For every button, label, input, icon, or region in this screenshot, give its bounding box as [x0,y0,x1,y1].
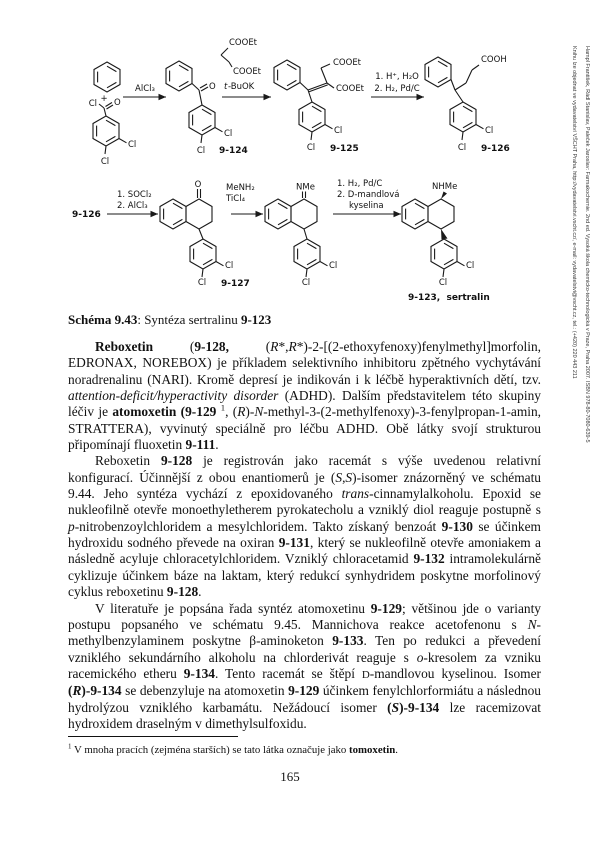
scheme-caption: Schéma 9.43: Syntéza sertralinu 9-123 [68,312,272,327]
wedge-bond [441,229,448,240]
chlorine-label: Cl [457,143,467,153]
reagent-mandelic-acid: kyselina [349,201,384,211]
dichlorophenyl-ring [450,102,484,140]
chlorine-label: Cl [128,140,137,150]
chlorine-label: Cl [329,261,338,271]
aromatic-ring [160,199,186,229]
wedge-bond [441,192,447,200]
chlorine-label: Cl [225,261,234,271]
compound-number-9-126: 9-126 [481,144,510,154]
phenyl-ring [166,61,192,91]
cyclohexanone-ring [186,199,212,229]
chlorine-label: Cl [438,278,448,288]
reagent-tbuok: t [224,82,228,92]
reagent-cooet: COOEt [229,38,258,48]
dichlorophenyl-ring [299,102,333,140]
compound-number-9-127: 9-127 [221,279,250,289]
chlorine-label: Cl [88,99,97,109]
dichlorophenyl-ring [93,116,127,154]
footnote-rule [68,736,238,737]
nme-label: NMe [296,182,315,193]
reagent-cooet: COOEt [333,58,362,68]
reagent-menh2: MeNH₂ [226,183,255,193]
page-number: 165 [280,769,300,784]
phenyl-ring [274,60,300,90]
aromatic-ring [402,199,428,229]
chlorine-label: Cl [485,126,494,136]
reaction-scheme-figure [0,0,600,335]
paragraph-atomoxetin-synthesis: V literatuře je popsána řada syntéz atomoxetinu 9-129; většinou jde o varianty postupu popsaného ve schématu 9.45. Mannichova reakce acetofenonu s N-methylbenzylaminem poskytne β-aminoketon 9-133. Ten po redukci a převedení vzniklého sekundárního alkoholu na chlorderivát reaguje s o-kresolem za vzniku racemického etheru 9-134. Tento racemát se štěpí D-mandlovou kyselinou. Isomer (R)-9-134 se debenzyluje na atomoxetin 9-129 účinkem fenylchlorformiátu a následnou hydrolýzou vzniklého karbamátu. Nežádoucí isomer (S)-9-134 lze racemizovat hydroxidem draselným v dimethylsulfoxidu. [68,600,542,731]
ring [428,199,454,229]
oxygen-label: O [194,180,202,190]
reagent-h2-pdc: 2. H₂, Pd/C [374,84,420,94]
benzene-ring [94,62,120,92]
compound-number-9-123-sertralin: 9-123, sertralin [408,293,490,303]
sidebar-citation [567,46,593,443]
paragraph-reboxetin: Reboxetin (9-128, (R*,R*)-2-[(2-ethoxyfenoxy)fenylmethyl]morfolin, EDRONAX, NOREBOX) je příkladem selektivního inhibitoru zpětného vychytávání noradrenalinu (NARI). Kromě depresí je indikován i k léčbě hyperaktivních dětí, tzv. attention-deficit/hyperactivity disorder (ADHD). Dalším představitelem této skupiny léčiv je atomoxetin (9-129 $^1$, (R)-N-methyl-3-(2-methylfenoxy)-3-fenylpropan-1-amin, STRATTERA), vyvinutý speciálně pro léčbu ADHD. Obě látky svojí strukturou připomínají fluoxetin 9-111. [68,339,542,453]
chlorine-label: Cl [334,126,343,136]
dichlorophenyl-ring [190,239,224,277]
reagent-h-h2o: 1. H⁺, H₂O [375,72,419,82]
chlorine-label: Cl [100,157,110,167]
compound-number-9-125: 9-125 [330,144,359,154]
nhme-label: NHMe [432,182,458,192]
chlorine-label: Cl [224,129,233,139]
dichlorophenyl-ring [189,105,223,143]
dichlorophenyl-ring [431,239,465,277]
reagent-mandelic-acid: 2. D-mandlová [337,190,400,200]
oxygen-label: O [114,98,121,108]
aromatic-ring [265,199,291,229]
oxygen-label: O [209,82,216,92]
reagent-cooet: COOEt [336,84,365,94]
sidebar-citation-line-1: Hampl František, Rádl Stanislav, Paleček Jaroslav: Farmakochemie. 2nd ed. Vysoká škola chemicko-technologická v Praze, Praha 2007. ISBN 978-80-7080-639-5 [584,46,590,443]
reagent-socl2: 1. SOCl₂ [117,190,152,200]
ring [291,199,317,229]
chlorine-label: Cl [197,278,207,288]
reagent-tbuok: -BuOK [228,82,255,92]
chlorine-label: Cl [301,278,311,288]
compound-number-9-126: 9-126 [72,210,101,220]
reagent-alcl3: 2. AlCl₃ [117,201,148,211]
body-text [68,339,541,732]
footnote: $^1$ V mnoha pracích (zejména starších) se tato látka označuje jako tomoxetin. [68,742,398,756]
reagent-alcl3: AlCl₃ [135,84,155,94]
chlorine-label: Cl [466,261,475,271]
reagent-ticl4: TiCl₄ [226,194,245,204]
cooh-label: COOH [481,55,507,65]
chlorine-label: Cl [306,143,316,153]
reagent-cooet: COOEt [233,67,262,77]
dichlorophenyl-ring [294,239,328,277]
plus-sign: + [100,94,108,104]
chlorine-label: Cl [196,146,206,156]
sidebar-citation-line-2: Knihu lze objednat ve vydavatelství VŠCHT Praha, http://vydavatelstvi.vscht.cz/, e-mail: vydavatelstvi@vscht.cz, tel.: (+420) 220 443 211 [571,46,577,379]
paragraph-reboxetin-synthesis: Reboxetin 9-128 je registrován jako racemát s výše uvedenou relativní konfigurací. Účinnější z obou enantiomerů je (S,S)-isomer znázorněný ve schématu 9.44. Jeho syntéza vychází z epoxidovaného trans-cinnamylalkoholu. Epoxid se nukleofilně otevře monoethyletherem pyrokatecholu a vzniklý diol reaguje postupně s p-nitrobenzoylchloridem a mesylchloridem. Takto získaný benzoát 9-130 se účinkem hydroxidu sodného převede na oxiran 9-131, který se nukleofilně otevře amoniakem a následně acyluje chloracetylchloridem. Vzniklý chloracetamid 9-132 intramolekulárně cyklizuje účinkem báze na laktam, který redukcí synhydridem poskytne morfolinový cyklus reboxetinu 9-128. [68,453,542,600]
compound-number-9-124: 9-124 [219,146,248,156]
reagent-h2-pdc: 1. H₂, Pd/C [337,179,383,189]
phenyl-ring [425,57,451,87]
